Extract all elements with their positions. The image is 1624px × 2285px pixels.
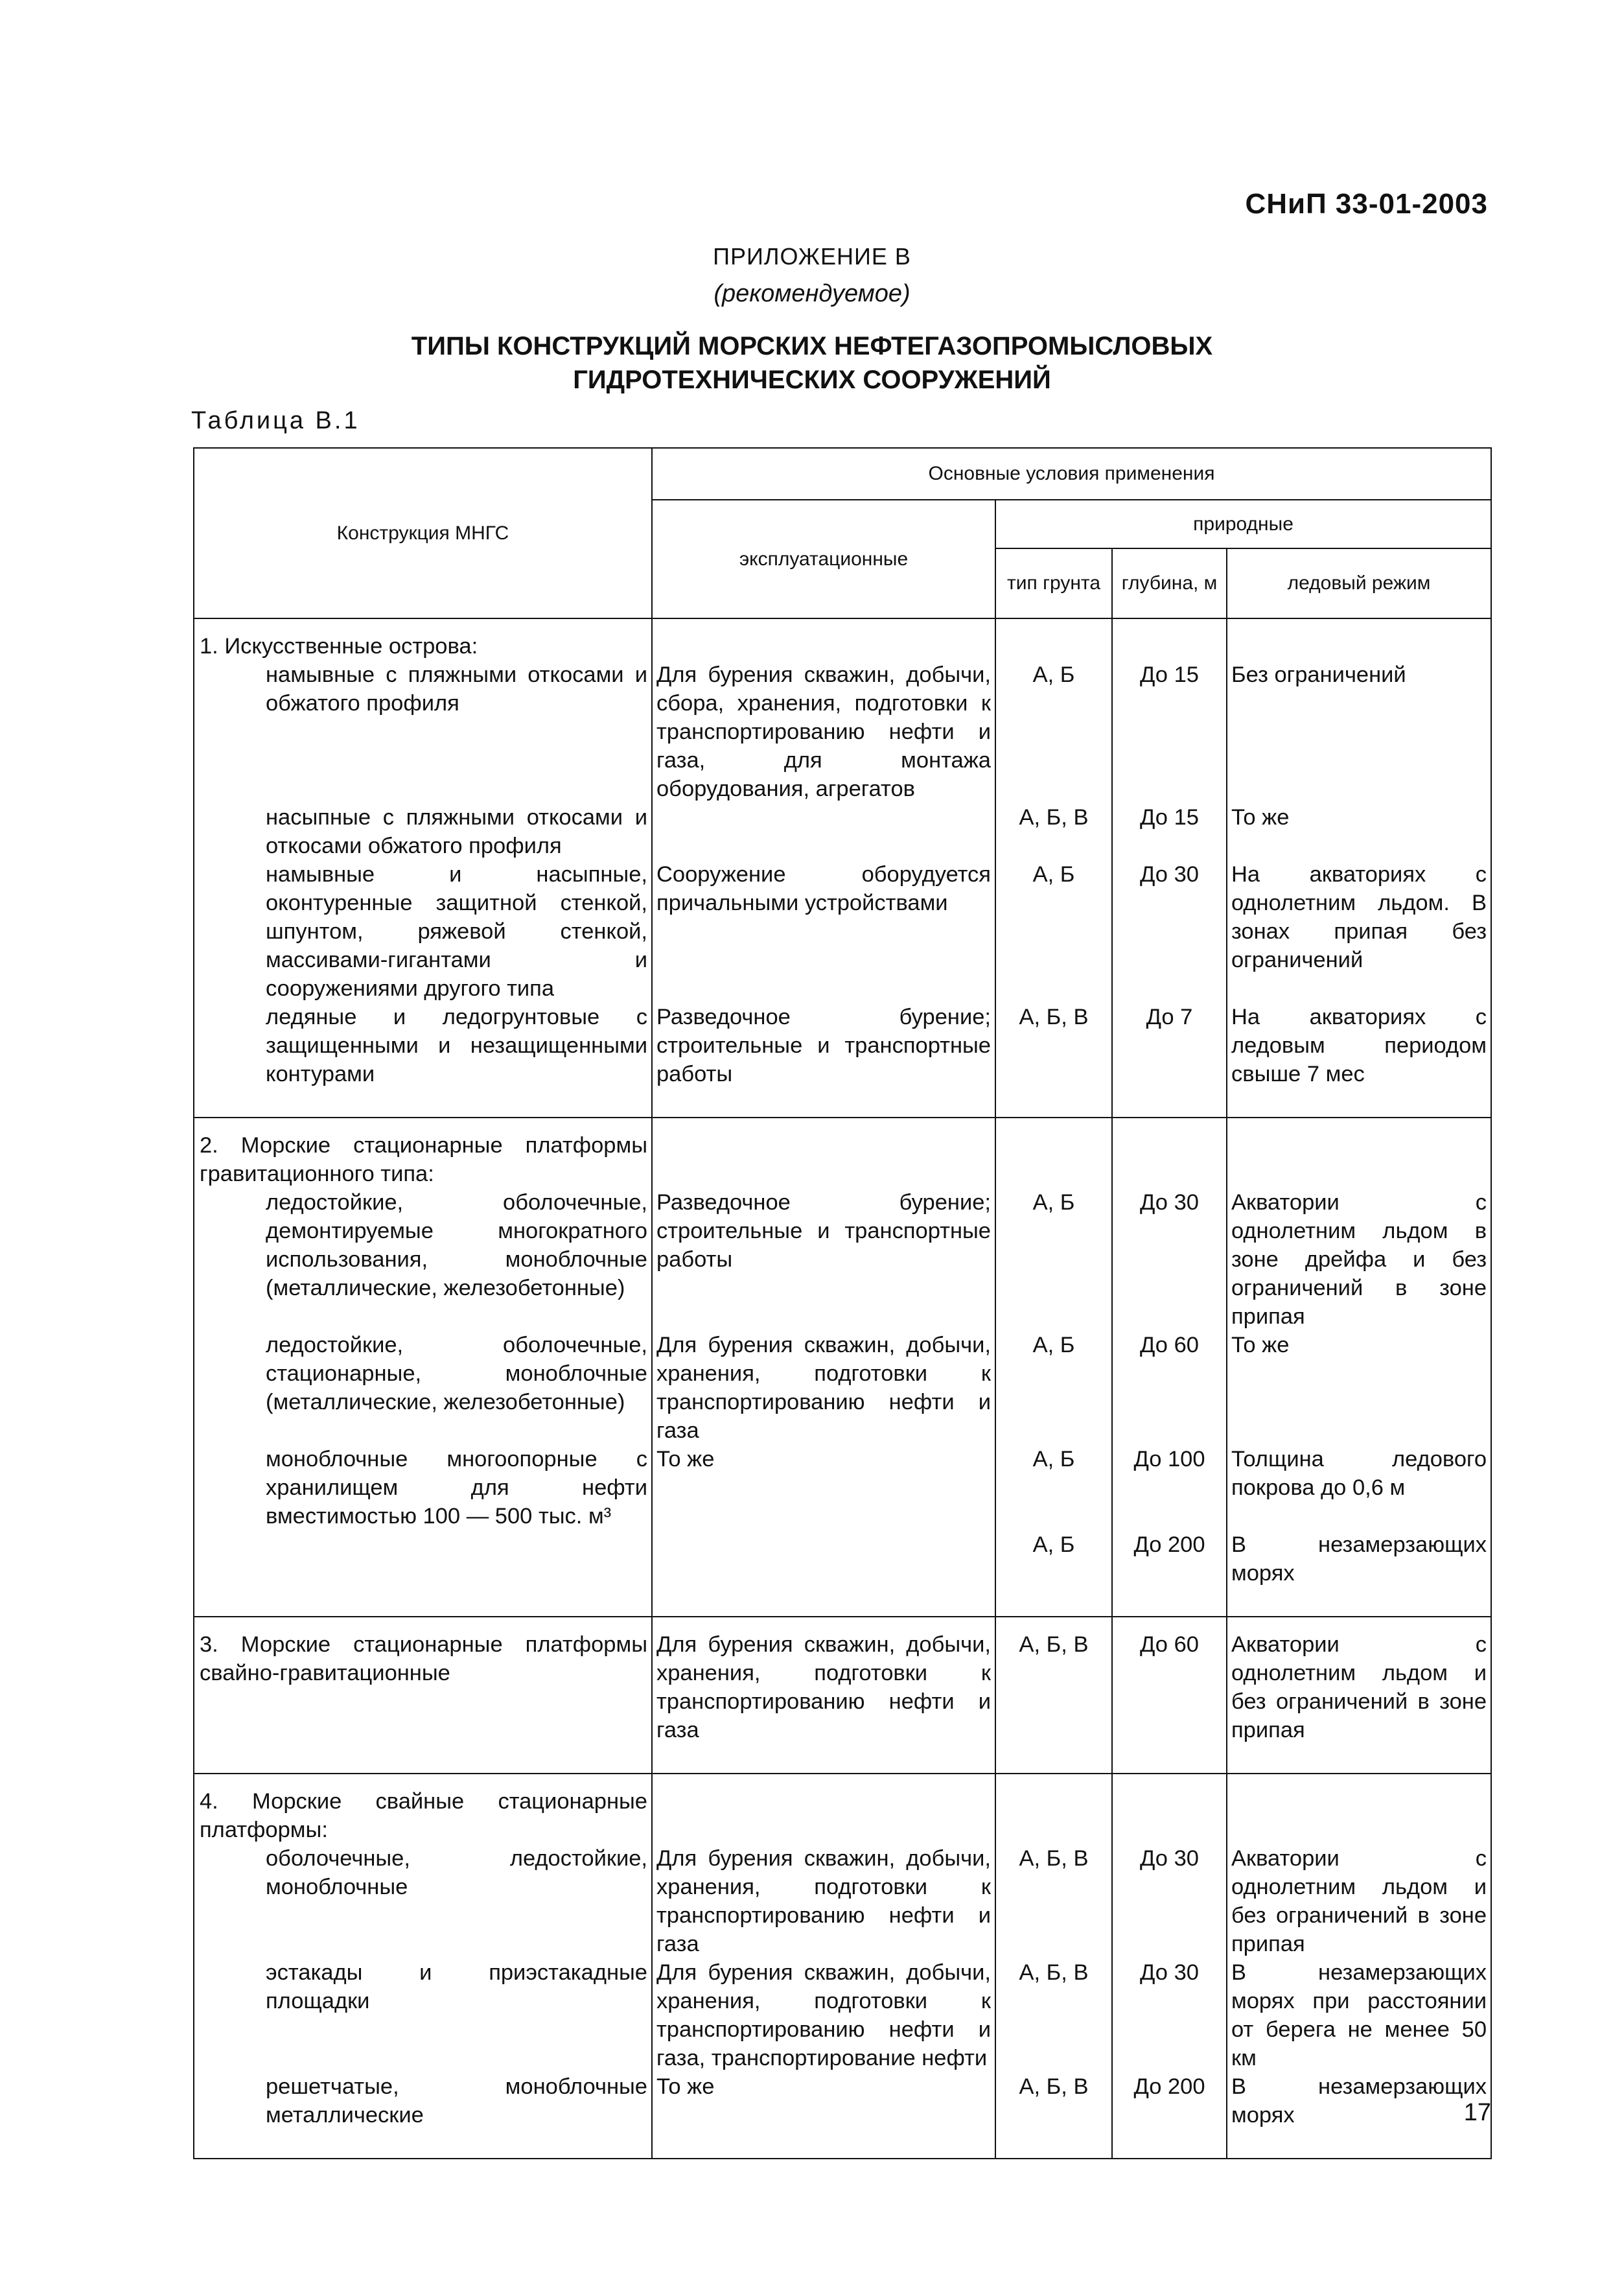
- header-ice: ледовый режим: [1227, 548, 1491, 618]
- spacer-cell: [194, 2129, 652, 2159]
- table-row: [194, 1188, 1491, 1331]
- page-number: 17: [1463, 2099, 1491, 2126]
- header-main-conditions: Основные условия применения: [652, 448, 1491, 500]
- table-row: [194, 2072, 1491, 2129]
- cell-soil: А, Б: [995, 1331, 1112, 1445]
- spacer-cell: [652, 1088, 995, 1118]
- cell-construction: насыпные с пляжными откосами и откосами обжатого профиля: [194, 803, 652, 860]
- cell-depth: До 7: [1112, 1003, 1227, 1088]
- cell-construction: ледостойкие, оболочечные, демонтируемые многократного использования, моноблочные (металлические, железобетонные): [194, 1188, 652, 1331]
- cell-operational: Сооружение оборудуется причальными устройствами: [652, 860, 995, 1003]
- spacer-cell: [1112, 1744, 1227, 1774]
- cell-ice: В незамерзающих морях: [1227, 1530, 1491, 1588]
- table-row: [194, 1445, 1491, 1530]
- spacer-cell: [995, 1588, 1112, 1617]
- group-title: 4. Морские свайные стационарные платформы:: [194, 1774, 652, 1844]
- cell-depth: [1112, 1118, 1227, 1188]
- header-construction: Конструкция МНГС: [194, 448, 652, 618]
- cell-ice: Акватории с однолетним льдом и без ограничений в зоне припая: [1227, 1617, 1491, 1744]
- page-title: [0, 329, 1624, 397]
- cell-ice: [1227, 618, 1491, 661]
- cell-construction: оболочечные, ледостойкие, моноблочные: [194, 1844, 652, 1958]
- cell-soil: [995, 618, 1112, 661]
- cell-soil: А, Б: [995, 860, 1112, 1003]
- group-title: 3. Морские стационарные платформы свайно-гравитационные: [194, 1617, 652, 1744]
- cell-ice: В незамерзающих морях: [1227, 2072, 1491, 2129]
- cell-ice: Без ограничений: [1227, 661, 1491, 803]
- cell-soil: А, Б, В: [995, 1617, 1112, 1744]
- spacer-cell: [652, 1744, 995, 1774]
- cell-ice: То же: [1227, 803, 1491, 860]
- cell-operational: Для бурения скважин, добычи, сбора, хранения, подготовки к транспортированию нефти и газа, для монтажа оборудования, агрегатов: [652, 661, 995, 803]
- header-soil: тип грунта: [995, 548, 1112, 618]
- group-spacer: [194, 1088, 1491, 1118]
- table-row: [194, 860, 1491, 1003]
- cell-operational: [652, 1118, 995, 1188]
- group-spacer: [194, 1588, 1491, 1617]
- table-row: [194, 803, 1491, 860]
- table-label: Таблица В.1: [191, 407, 360, 434]
- cell-ice: Акватории с однолетним льдом в зоне дрейфа и без ограничений в зоне припая: [1227, 1188, 1491, 1331]
- cell-depth: До 100: [1112, 1445, 1227, 1530]
- cell-soil: А, Б, В: [995, 1844, 1112, 1958]
- cell-operational: [652, 1774, 995, 1844]
- cell-construction: моноблочные многоопорные с хранилищем для нефти вместимостью 100 — 500 тыс. м³: [194, 1445, 652, 1530]
- spacer-cell: [1112, 1088, 1227, 1118]
- spacer-cell: [194, 1744, 652, 1774]
- table-row: [194, 1530, 1491, 1588]
- cell-depth: До 200: [1112, 2072, 1227, 2129]
- cell-ice: На акваториях с ледовым периодом свыше 7 мес: [1227, 1003, 1491, 1088]
- table-row: [194, 1003, 1491, 1088]
- cell-soil: А, Б, В: [995, 1003, 1112, 1088]
- cell-soil: [995, 1774, 1112, 1844]
- cell-construction: [194, 1530, 652, 1588]
- cell-soil: [995, 1118, 1112, 1188]
- spacer-cell: [1227, 2129, 1491, 2159]
- cell-soil: А, Б: [995, 661, 1112, 803]
- cell-construction: ледостойкие, оболочечные, стационарные, моноблочные (металлические, железобетонные): [194, 1331, 652, 1445]
- group-spacer: [194, 2129, 1491, 2159]
- cell-depth: [1112, 1774, 1227, 1844]
- cell-operational: То же: [652, 2072, 995, 2129]
- cell-soil: А, Б: [995, 1530, 1112, 1588]
- cell-soil: А, Б, В: [995, 2072, 1112, 2129]
- cell-operational: [652, 803, 995, 860]
- cell-depth: До 200: [1112, 1530, 1227, 1588]
- spacer-cell: [995, 1088, 1112, 1118]
- spacer-cell: [1112, 2129, 1227, 2159]
- cell-ice: В незамерзающих морях при расстоянии от берега не менее 50 км: [1227, 1958, 1491, 2072]
- cell-depth: До 30: [1112, 1188, 1227, 1331]
- appendix-label: ПРИЛОЖЕНИЕ В: [713, 243, 911, 270]
- table-row: [194, 1331, 1491, 1445]
- table-group-row: [194, 618, 1491, 661]
- constructions-table: [193, 447, 1492, 2159]
- spacer-cell: [652, 2129, 995, 2159]
- cell-depth: До 15: [1112, 803, 1227, 860]
- cell-depth: [1112, 618, 1227, 661]
- cell-operational: Для бурения скважин, добычи, хранения, подготовки к транспортированию нефти и газа: [652, 1331, 995, 1445]
- spacer-cell: [652, 1588, 995, 1617]
- spacer-cell: [995, 2129, 1112, 2159]
- spacer-cell: [1227, 1088, 1491, 1118]
- cell-ice: На акваториях с однолетним льдом. В зонах припая без ограничений: [1227, 860, 1491, 1003]
- spacer-cell: [194, 1088, 652, 1118]
- appendix-note: (рекомендуемое): [713, 280, 911, 307]
- spacer-cell: [1227, 1588, 1491, 1617]
- cell-operational: Для бурения скважин, добычи, хранения, подготовки к транспортированию нефти и газа: [652, 1617, 995, 1744]
- table-row: [194, 661, 1491, 803]
- cell-depth: До 60: [1112, 1331, 1227, 1445]
- table-row: [194, 1958, 1491, 2072]
- cell-ice: [1227, 1774, 1491, 1844]
- spacer-cell: [1112, 1588, 1227, 1617]
- cell-soil: А, Б: [995, 1188, 1112, 1331]
- cell-soil: А, Б: [995, 1445, 1112, 1530]
- header-depth: глубина, м: [1112, 548, 1227, 618]
- cell-construction: эстакады и приэстакадные площадки: [194, 1958, 652, 2072]
- cell-depth: До 30: [1112, 1958, 1227, 2072]
- cell-operational: Для бурения скважин, добычи, хранения, подготовки к транспортированию нефти и газа, транспортирование нефти: [652, 1958, 995, 2072]
- table-row: [194, 1844, 1491, 1958]
- table-group-row: [194, 1774, 1491, 1844]
- cell-operational: [652, 618, 995, 661]
- cell-soil: А, Б, В: [995, 1958, 1112, 2072]
- title-line-1: ТИПЫ КОНСТРУКЦИЙ МОРСКИХ НЕФТЕГАЗОПРОМЫСЛОВЫХ: [411, 332, 1213, 360]
- cell-ice: Акватории с однолетним льдом и без ограничений в зоне припая: [1227, 1844, 1491, 1958]
- cell-depth: До 30: [1112, 860, 1227, 1003]
- document-code: СНиП 33-01-2003: [1245, 188, 1488, 220]
- cell-ice: Толщина ледового покрова до 0,6 м: [1227, 1445, 1491, 1530]
- cell-soil: А, Б, В: [995, 803, 1112, 860]
- cell-construction: намывные и насыпные, оконтуренные защитной стенкой, шпунтом, ряжевой стенкой, массивами-гигантами и сооружениями другого типа: [194, 860, 652, 1003]
- cell-operational: [652, 1530, 995, 1588]
- group-title: 1. Искусственные острова:: [194, 618, 652, 661]
- spacer-cell: [1227, 1744, 1491, 1774]
- table-group-row: [194, 1617, 1491, 1744]
- group-spacer: [194, 1744, 1491, 1774]
- cell-operational: То же: [652, 1445, 995, 1530]
- table-group-row: [194, 1118, 1491, 1188]
- header-natural: природные: [995, 500, 1491, 548]
- title-line-2: ГИДРОТЕХНИЧЕСКИХ СООРУЖЕНИЙ: [573, 366, 1051, 394]
- cell-construction: ледяные и ледогрунтовые с защищенными и незащищенными контурами: [194, 1003, 652, 1088]
- cell-ice: То же: [1227, 1331, 1491, 1445]
- cell-depth: До 15: [1112, 661, 1227, 803]
- cell-ice: [1227, 1118, 1491, 1188]
- spacer-cell: [995, 1744, 1112, 1774]
- cell-operational: Разведочное бурение; строительные и транспортные работы: [652, 1188, 995, 1331]
- cell-construction: намывные с пляжными откосами и обжатого профиля: [194, 661, 652, 803]
- header-operational: эксплуатационные: [652, 500, 995, 618]
- cell-construction: решетчатые, моноблочные металлические: [194, 2072, 652, 2129]
- cell-depth: До 60: [1112, 1617, 1227, 1744]
- spacer-cell: [194, 1588, 652, 1617]
- cell-operational: Разведочное бурение; строительные и транспортные работы: [652, 1003, 995, 1088]
- group-title: 2. Морские стационарные платформы гравитационного типа:: [194, 1118, 652, 1188]
- table-body: [194, 618, 1491, 2159]
- cell-depth: До 30: [1112, 1844, 1227, 1958]
- cell-operational: Для бурения скважин, добычи, хранения, подготовки к транспортированию нефти и газа: [652, 1844, 995, 1958]
